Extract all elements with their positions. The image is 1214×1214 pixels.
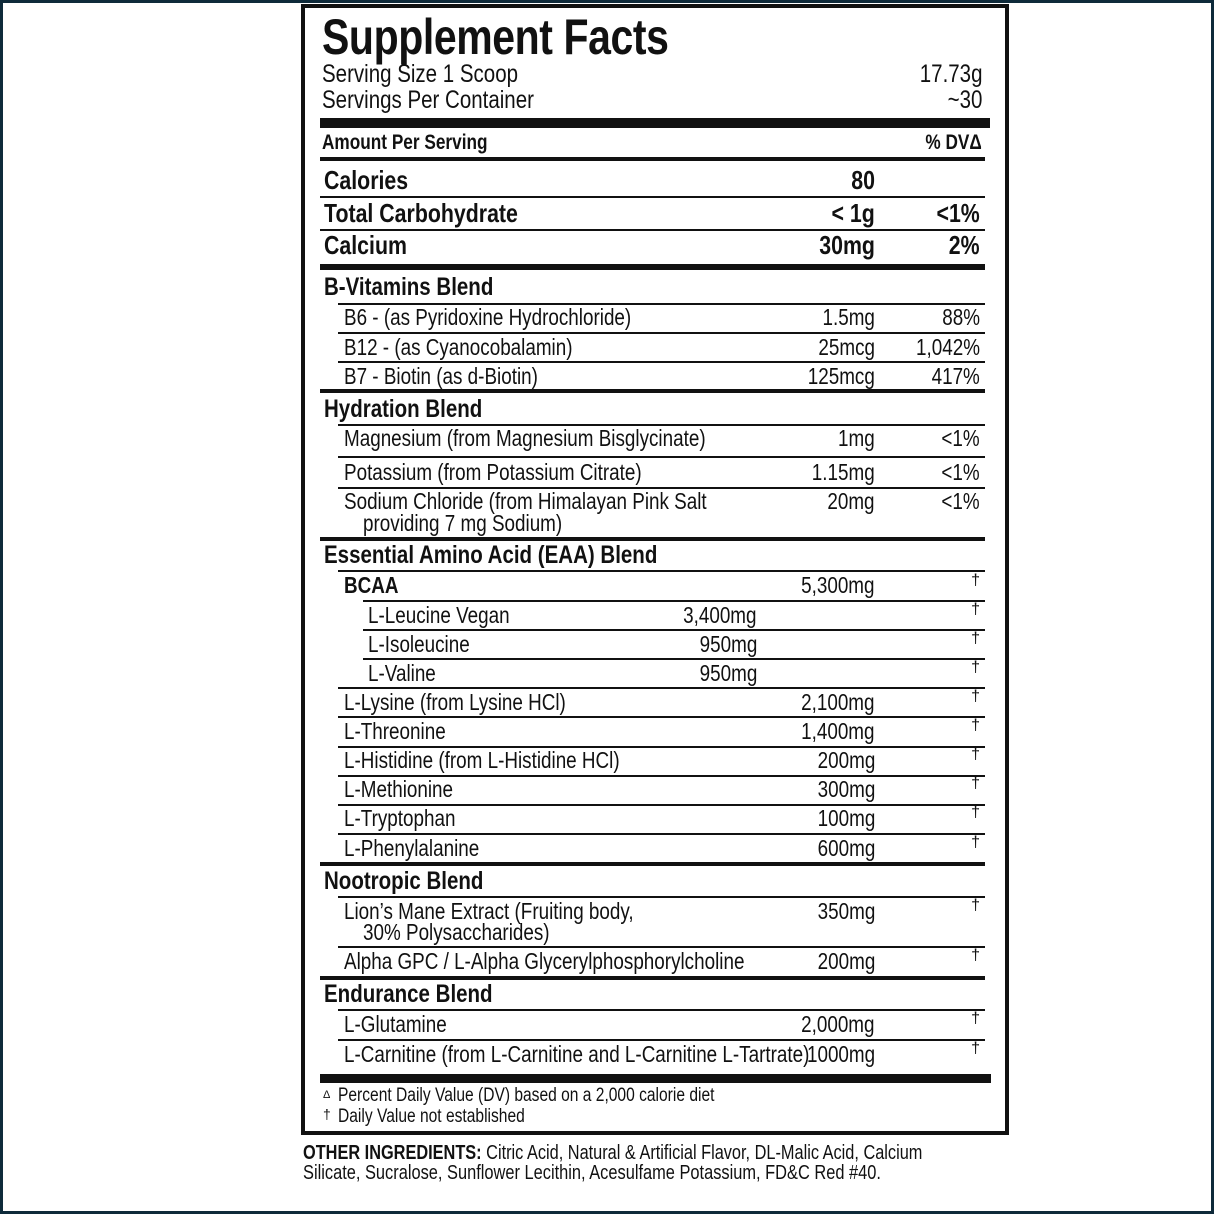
leucine-name: L-Leucine Vegan [368,602,510,628]
lions-mane-dagger: † [971,897,980,914]
isoleucine-dagger: † [971,630,980,647]
threonine-amount: 1,400mg [801,718,875,744]
blend-title-nootropic: Nootropic Blend [324,867,484,895]
tryptophan-dagger: † [971,804,980,821]
glutamine-dagger: † [971,1010,980,1027]
threonine-name: L-Threonine [344,718,446,744]
dagger-symbol: † [323,1106,331,1122]
section-divider [320,264,985,270]
histidine-name: L-Histidine (from L-Histidine HCl) [344,747,620,773]
phenylalanine-amount: 600mg [817,835,875,861]
footnote-dv: Percent Daily Value (DV) based on a 2,000 calorie diet [338,1085,715,1106]
blend-title-hydration: Hydration Blend [324,395,483,423]
blend-title-eaa: Essential Amino Acid (EAA) Blend [324,541,658,569]
blend-title-b-vitamins: B-Vitamins Blend [324,273,494,301]
methionine-name: L-Methionine [344,776,454,802]
glutamine-name: L-Glutamine [344,1011,447,1037]
bottom-thick-bar [320,1074,991,1083]
tryptophan-amount: 100mg [817,805,875,831]
sodium-chloride-amount: 20mg [827,488,875,514]
b6-amount: 1.5mg [822,304,875,330]
carnitine-name: L-Carnitine (from L-Carnitine and L-Carnitine L-Tartrate) [344,1041,810,1067]
leucine-dagger: † [971,601,980,618]
footnote-not-established: Daily Value not established [338,1106,525,1127]
other-ingredients [303,1143,1163,1164]
potassium-dv: <1% [941,459,980,485]
sodium-chloride-name-line2: providing 7 mg Sodium) [363,510,563,536]
phenylalanine-name: L-Phenylalanine [344,835,480,861]
row-divider [338,570,985,572]
lysine-name: L-Lysine (from Lysine HCl) [344,689,566,715]
lions-mane-amount: 350mg [817,898,875,924]
b12-name: B12 - (as Cyanocobalamin) [344,334,573,360]
b6-name: B6 - (as Pyridoxine Hydrochloride) [344,304,632,330]
nutrient-calcium-dv: 2% [949,230,980,260]
magnesium-name: Magnesium (from Magnesium Bisglycinate) [344,425,706,451]
lions-mane-name-line2: 30% Polysaccharides) [363,919,550,945]
bcaa-amount: 5,300mg [801,572,875,598]
other-ingredients-line2: Silicate, Sucralose, Sunflower Lecithin, Acesulfame Potassium, FD&C Red #40. [303,1162,881,1184]
row-divider [363,658,985,660]
carnitine-dagger: † [971,1040,980,1057]
panel-title: Supplement Facts [322,9,669,65]
potassium-amount: 1.15mg [812,459,875,485]
b6-dv: 88% [942,304,980,330]
serving-size-label: Serving Size 1 Scoop [322,60,519,88]
sodium-chloride-name: Sodium Chloride (from Himalayan Pink Salt [344,488,707,514]
top-thick-bar [320,118,990,128]
lysine-dagger: † [971,688,980,705]
valine-amount: 950mg [699,660,757,686]
histidine-amount: 200mg [817,747,875,773]
leucine-amount: 3,400mg [683,602,757,628]
potassium-name: Potassium (from Potassium Citrate) [344,459,642,485]
row-divider [338,456,985,458]
nutrient-carbohydrate-amount: < 1g [831,198,875,228]
magnesium-dv: <1% [941,425,980,451]
magnesium-amount: 1mg [838,425,875,451]
section-divider [320,862,985,866]
delta-symbol: Δ [323,1089,331,1101]
other-ingredients-line1: Citric Acid, Natural & Artificial Flavor, DL-Malic Acid, Calcium [481,1142,923,1164]
methionine-amount: 300mg [817,776,875,802]
tryptophan-name: L-Tryptophan [344,805,456,831]
other-ingredients-line2-wrap [303,1163,1008,1184]
b7-amount: 125mcg [807,363,875,389]
bcaa-name: BCAA [344,572,399,598]
rule-amount-per-serving [320,157,985,161]
isoleucine-name: L-Isoleucine [368,631,470,657]
lysine-amount: 2,100mg [801,689,875,715]
sodium-chloride-dv: <1% [941,488,980,514]
nutrient-carbohydrate-name: Total Carbohydrate [324,198,518,228]
alpha-gpc-dagger: † [971,947,980,964]
amount-per-serving-header: Amount Per Serving [322,131,488,154]
threonine-dagger: † [971,717,980,734]
b12-amount: 25mcg [818,334,875,360]
dv-header: % DVΔ [925,131,982,154]
glutamine-amount: 2,000mg [801,1011,875,1037]
alpha-gpc-amount: 200mg [817,948,875,974]
serving-size-value: 17.73g [919,60,982,88]
methionine-dagger: † [971,775,980,792]
carnitine-amount: 1000mg [806,1041,875,1067]
isoleucine-amount: 950mg [699,631,757,657]
b12-dv: 1,042% [916,334,980,360]
valine-dagger: † [971,659,980,676]
nutrient-carbohydrate-dv: <1% [936,198,980,228]
nutrient-calcium-name: Calcium [324,230,407,260]
b7-dv: 417% [931,363,980,389]
lions-mane-name: Lion’s Mane Extract (Fruiting body, [344,898,634,924]
nutrient-calories-amount: 80 [851,165,875,195]
blend-title-endurance: Endurance Blend [324,980,493,1008]
histidine-dagger: † [971,746,980,763]
bcaa-dagger: † [971,572,980,589]
section-divider [320,389,985,393]
nutrient-calories-name: Calories [324,165,409,195]
servings-per-container-label: Servings Per Container [322,86,534,114]
valine-name: L-Valine [368,660,436,686]
b7-name: B7 - Biotin (as d-Biotin) [344,363,538,389]
other-ingredients-label: OTHER INGREDIENTS: [303,1142,482,1164]
alpha-gpc-name: Alpha GPC / L-Alpha Glycerylphosphorylcholine [344,948,745,974]
phenylalanine-dagger: † [971,834,980,851]
servings-per-container-value: ~30 [947,86,982,114]
nutrient-calcium-amount: 30mg [819,230,875,260]
